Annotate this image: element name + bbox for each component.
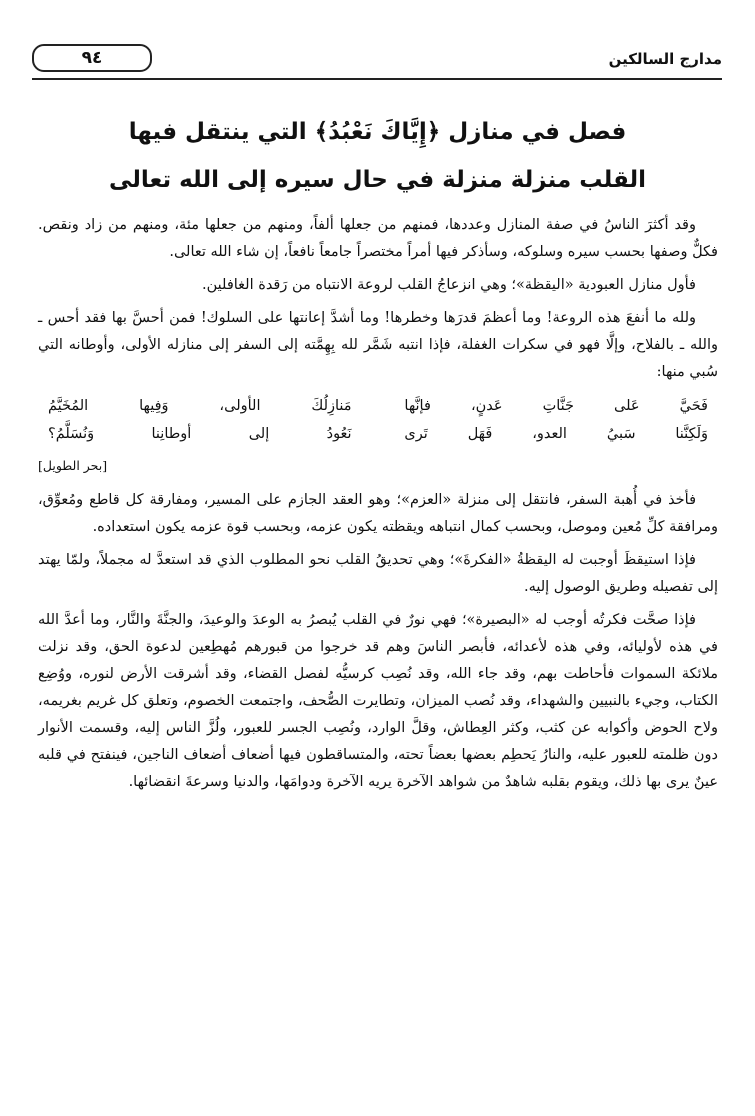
paragraph: وقد أكثرَ الناسُ في صفة المنازل وعددها، فمنهم من جعلها ألفاً، ومنهم من جعلها مئة، ومنهم من زاد ونقص. فكلٌّ وصفها بحسب سيره وسلوكه، وسأذكر فيها أمراً مختصراً جامعاً نافعاً، إن شاء الله تعالى. <box>38 217 718 260</box>
poem-verse <box>48 420 708 448</box>
page-number: ٩٤ <box>81 48 103 68</box>
page-header <box>32 44 722 80</box>
paragraph: فإذا استيقظَ أوجبت له اليقظةُ «الفكرةَ»؛ وهي تحديقُ القلب نحو المطلوب الذي قد استعدَّ له مجملاً، ولمّا يهتد إلى تفصيله وطريق الوصول إليه. <box>38 552 718 595</box>
body-text <box>38 212 718 802</box>
poem-verse <box>48 392 708 420</box>
paragraph: فأول منازل العبودية «اليقظة»؛ وهي انزعاجُ القلب لروعة الانتباه من رَقدة الغافلين. <box>202 277 696 293</box>
paragraph: فإذا صحَّت فكرتُه أوجب له «البصيرة»؛ فهي نورٌ في القلب يُبصرُ به الوعدَ والوعيدَ، والجنَّةَ والنَّار، وما أعدَّ الله في هذه لأوليائه، وفي هذه لأعدائه، فأبصر الناسَ وهم قد خرجوا من قبورهم مُهطِعين لدعوة الحق، وقد نزلت ملائكة السموات فأحاطت بهم، وقد جاء الله، وقد نُصِب كرسيُّه لفصل القضاء، وقد أشرقت الأرض لنوره، ووُضِع الكتاب، وجيء بالنبيين والشهداء، وقد نُصب الميزان، وتطايرت الصُّحف، واجتمعت الخصوم، وتعلق كل غريم بغريمه، ولاح الحوض وأكوابه عن كثب، وكثر العِطاش، وقلَّ الوارد، ونُصِب الجسر للعبور، ولُزَّ الناس إليه، وقسمت الأنوار دون ظلمته للعبور عليه، والنارُ يَحطِم بعضها بعضاً تحته، والمتساقطون فيها أضعاف أضعاف الناجين، فينفتح في قلبه عينٌ يرى بها ذلك، ويقوم بقلبه شاهدٌ من شواهد الآخرة يريه الآخرة ودوامَها، والدنيا وسرعةَ انقضائها. <box>38 612 718 790</box>
poem-first-hemistich: فَحَيَّ عَلى جَنَّاتِ عَدنٍ، فإنَّها <box>404 398 708 414</box>
section-title-line-2: القلب منزلة منزلة في حال سيره إلى الله تعالى <box>108 167 647 193</box>
poem-meter-note: [بحر الطويل] <box>38 458 108 473</box>
paragraph: فأخذ في أُهبة السفر، فانتقل إلى منزلة «العزم»؛ وهو العقد الجازم على المسير، ومفارقة كل قاطع ومُعوِّق، ومرافقة كلِّ مُعين وموصل، وبحسب كمال انتباهه ويقظته يكون عزمه، وبحسب قوة عزمه يكون استعداده. <box>38 492 718 535</box>
poem <box>38 392 718 448</box>
poem-second-hemistich: نَعُودُ إلى أوطانِنا وَنُسَلَّمُ؟ <box>48 426 352 442</box>
section-title-line-1: فصل في منازل ﴿إِيَّاكَ نَعْبُدُ﴾ التي ينتقل فيها <box>128 119 627 145</box>
running-title: مدارج السالكين <box>608 50 722 68</box>
poem-first-hemistich: وَلَكِنَّنا سَبيُ العدو، فَهَل تَرى <box>404 426 708 442</box>
page-number-frame <box>32 44 152 72</box>
paragraph: ولله ما أنفعَ هذه الروعة! وما أعظمَ قدرَها وخطرها! وما أشدَّ إعانتها على السلوك! فمن أحسَّ بها فقد أحس ـ والله ـ بالفلاح، وإلَّا فهو في سكرات الغفلة، فإذا انتبه شَمَّر لله بِهِمَّته إلى السفر إلى منازله الأولى، وأوطانه التي سُبي منها: <box>38 310 718 380</box>
section-title <box>40 108 715 204</box>
poem-second-hemistich: مَنازِلُكَ الأولى، وَفِيها المُخَيَّمُ <box>48 398 352 414</box>
